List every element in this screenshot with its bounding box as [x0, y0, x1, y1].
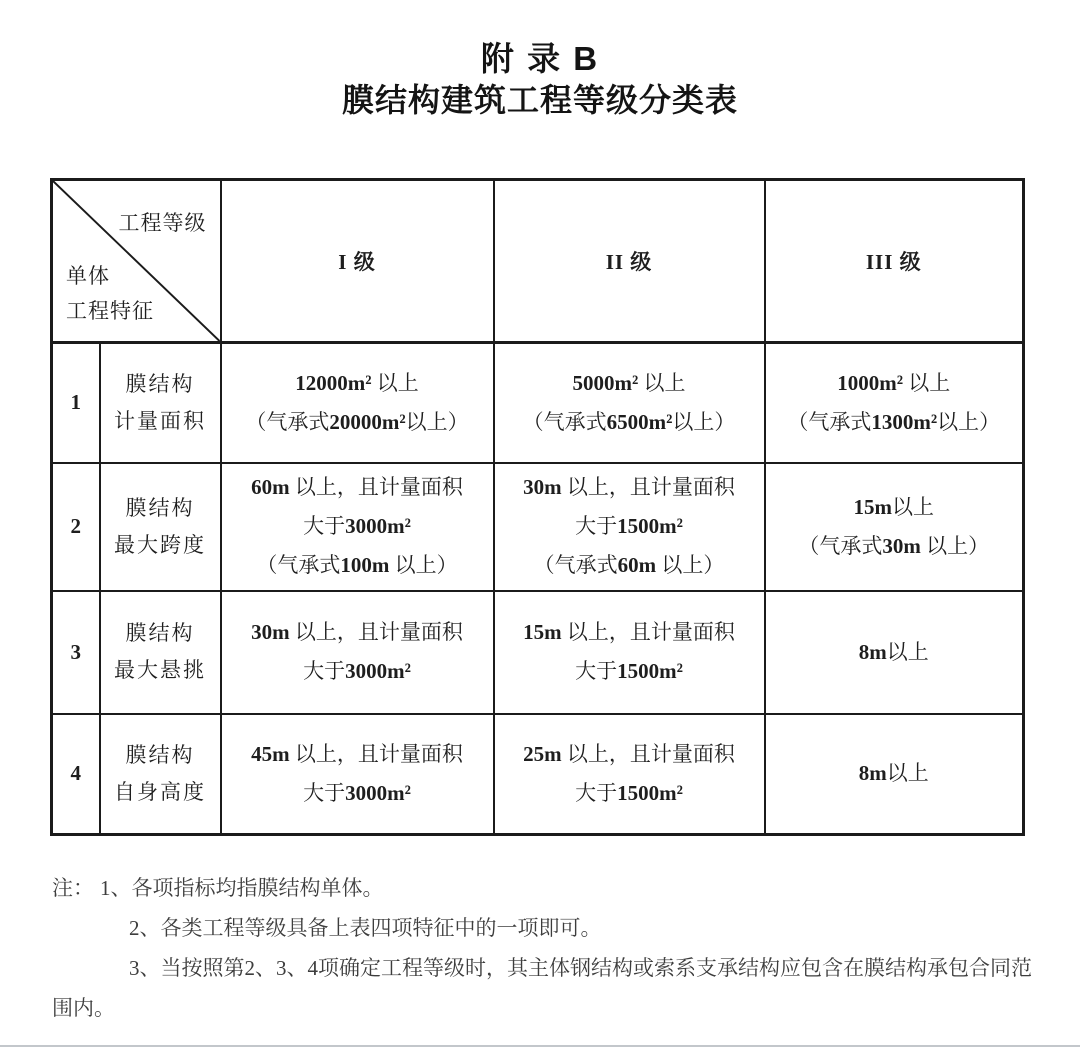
table-row: [52, 591, 1024, 714]
grade3-cell: 8m以上: [765, 591, 1024, 714]
footnote-prefix: 注：: [52, 876, 94, 901]
grade1-cell: 45m 以上，且计量面积 大于3000m²: [221, 714, 494, 835]
footnotes: [52, 868, 1047, 1028]
table-row: [52, 714, 1024, 835]
row-number-cell: 4: [52, 714, 100, 835]
footnote-1: 注： 1、各项指标均指膜结构单体。: [52, 876, 384, 901]
corner-label-unit: 单体: [66, 264, 110, 289]
diagonal-corner-cell: [52, 180, 221, 343]
appendix-title: 附 录 B: [480, 40, 600, 77]
grade3-cell: 1000m² 以上 （气承式1300m²以上）: [765, 343, 1024, 463]
row-number-cell: 2: [52, 463, 100, 591]
grade3-cell: 8m以上: [765, 714, 1024, 835]
column-header-grade2: II 级: [494, 180, 765, 343]
feature-cell: 膜结构 最大悬挑: [100, 591, 221, 714]
row-number-cell: 1: [52, 343, 100, 463]
table-row: [52, 463, 1024, 591]
grade1-cell: 12000m² 以上 （气承式20000m²以上）: [221, 343, 494, 463]
grade2-cell: 5000m² 以上 （气承式6500m²以上）: [494, 343, 765, 463]
page-titles: [0, 0, 1080, 118]
feature-cell: 膜结构 自身高度: [100, 714, 221, 835]
column-header-grade1: I 级: [221, 180, 494, 343]
grade1-cell: 30m 以上，且计量面积 大于3000m²: [221, 591, 494, 714]
grade2-cell: 15m 以上，且计量面积 大于1500m²: [494, 591, 765, 714]
corner-label-feature: [66, 259, 154, 329]
grade3-cell: 15m以上 （气承式30m 以上）: [765, 463, 1024, 591]
table-title: 膜结构建筑工程等级分类表: [341, 82, 738, 118]
corner-label-grade: 工程等级: [118, 211, 207, 236]
header-row: [52, 180, 1024, 343]
grade-classification-table: [50, 178, 1025, 836]
corner-label-characteristic: 工程特征: [66, 299, 154, 324]
grade1-cell: 60m 以上，且计量面积 大于3000m² （气承式100m 以上）: [221, 463, 494, 591]
grade2-cell: 30m 以上，且计量面积 大于1500m² （气承式60m 以上）: [494, 463, 765, 591]
row-number-cell: 3: [52, 591, 100, 714]
grade2-cell: 25m 以上，且计量面积 大于1500m²: [494, 714, 765, 835]
footnote-3: 3、当按照第2、3、4项确定工程等级时，其主体钢结构或索系支承结构应包含在膜结构承包合同范围内。: [52, 956, 1032, 1021]
column-header-grade3: III 级: [765, 180, 1024, 343]
table-row: [52, 343, 1024, 463]
feature-cell: 膜结构 计量面积: [100, 343, 221, 463]
footnote-2: 2、各类工程等级具备上表四项特征中的一项即可。: [129, 916, 602, 941]
feature-cell: 膜结构 最大跨度: [100, 463, 221, 591]
